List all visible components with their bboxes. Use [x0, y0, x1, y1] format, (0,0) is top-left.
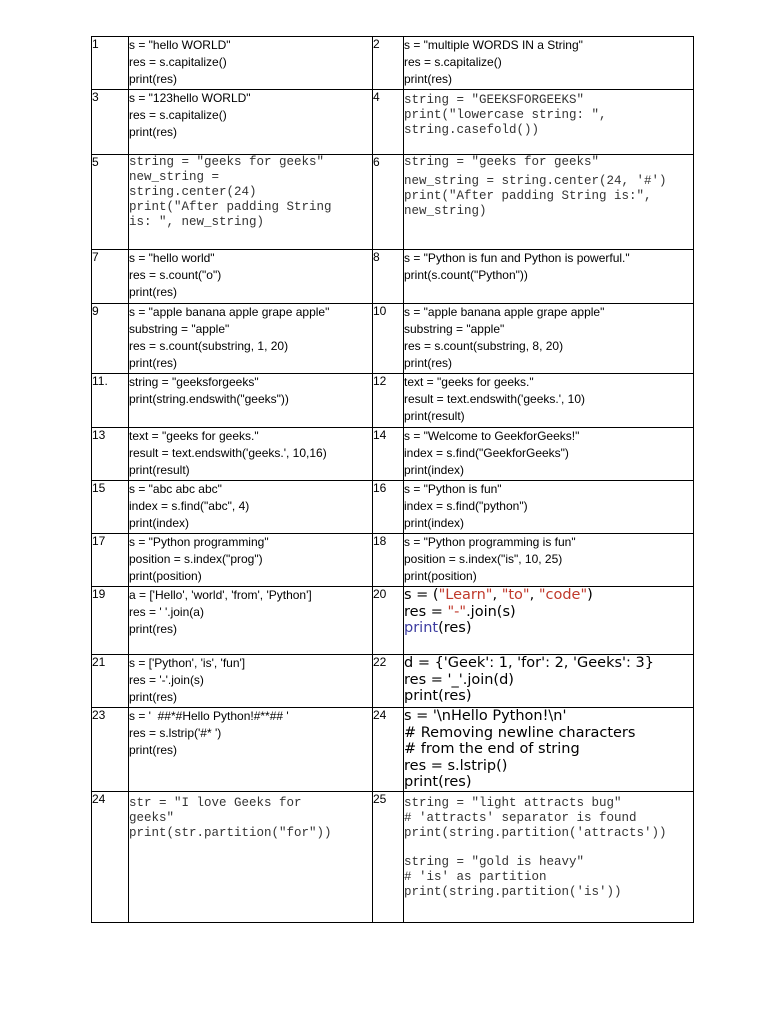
- code-line: new_string = string.center(24, '#'): [404, 174, 667, 188]
- code-cell: [404, 792, 694, 923]
- cell-number: 24: [92, 792, 129, 923]
- cell-number: 10: [373, 304, 404, 374]
- cell-number: 3: [92, 90, 129, 155]
- code-line: print("After padding String is:",: [404, 189, 652, 203]
- code-line: s = "hello WORLD": [129, 38, 231, 52]
- code-line: print(res): [129, 690, 178, 704]
- code-line: res = ' '.join(a): [129, 605, 204, 619]
- code-line: result = text.endswith('geeks.', 10,16): [129, 446, 327, 460]
- code-cell: [129, 90, 373, 155]
- code-line: print(index): [129, 516, 190, 530]
- code-cell: [404, 428, 694, 481]
- code-cell: [129, 534, 373, 587]
- cell-number: 24: [373, 708, 404, 792]
- code-line: res = '-'.join(s): [129, 673, 204, 687]
- code-cell: [404, 374, 694, 428]
- code-line: s = "multiple WORDS IN a String": [404, 38, 583, 52]
- cell-number: 1: [92, 37, 129, 90]
- code-line: string = "gold is heavy": [404, 855, 585, 869]
- code-line: index = s.find("python"): [404, 499, 528, 513]
- code-line: geeks": [129, 811, 175, 825]
- code-cell: [404, 90, 694, 155]
- code-line: string = "light attracts bug": [404, 796, 622, 810]
- code-line: print(result): [404, 409, 465, 423]
- cell-number: 13: [92, 428, 129, 481]
- cell-number: 18: [373, 534, 404, 587]
- code-line: a = ['Hello', 'world', 'from', 'Python']: [129, 588, 312, 602]
- code-line: print(result): [129, 463, 190, 477]
- code-line: print(index): [404, 463, 465, 477]
- table-row: [92, 481, 694, 534]
- table-row: [92, 155, 694, 250]
- table-row: [92, 428, 694, 481]
- code-cell: [404, 655, 694, 708]
- cell-number: 11.: [92, 374, 129, 428]
- code-line: index = s.find("GeekforGeeks"): [404, 446, 569, 460]
- cell-number: 19: [92, 587, 129, 655]
- code-line: print(res): [129, 622, 178, 636]
- code-line: text = "geeks for geeks.": [404, 375, 534, 389]
- code-line: s = "apple banana apple grape apple": [129, 305, 330, 319]
- code-line: s = "abc abc abc": [129, 482, 222, 496]
- cell-number: 12: [373, 374, 404, 428]
- code-line: print(res): [404, 688, 472, 704]
- code-line: s = '\nHello Python!\n': [404, 708, 567, 724]
- code-line: text = "geeks for geeks.": [129, 429, 259, 443]
- code-line: is: ", new_string): [129, 215, 265, 229]
- code-cell: [404, 587, 694, 655]
- cell-number: 14: [373, 428, 404, 481]
- code-cell: [129, 708, 373, 792]
- code-line: s = "Python programming is fun": [404, 535, 576, 549]
- code-cell: [129, 587, 373, 655]
- code-cell: [129, 250, 373, 304]
- cell-number: 25: [373, 792, 404, 923]
- code-cell: [129, 655, 373, 708]
- code-line: string.casefold()): [404, 123, 540, 137]
- code-line: res = s.capitalize(): [404, 55, 502, 69]
- code-line: print(str.partition("for")): [129, 826, 332, 840]
- code-cell: [404, 304, 694, 374]
- code-line: res = s.lstrip(): [404, 757, 508, 774]
- code-line: string = "geeks for geeks": [404, 155, 600, 169]
- code-line: s = "hello world": [129, 251, 215, 265]
- code-line: position = s.index("is", 10, 25): [404, 552, 563, 566]
- table-row: [92, 534, 694, 587]
- code-cell: [129, 304, 373, 374]
- code-cell: [129, 37, 373, 90]
- code-line: print(string.partition('attracts')): [404, 826, 667, 840]
- code-line: s = ['Python', 'is', 'fun']: [129, 656, 246, 670]
- code-line: print(index): [404, 516, 465, 530]
- table-row: [92, 655, 694, 708]
- code-line: res = s.lstrip('#* '): [129, 726, 222, 740]
- cell-number: 22: [373, 655, 404, 708]
- table-row: [92, 708, 694, 792]
- cell-number: 4: [373, 90, 404, 155]
- code-line: position = s.index("prog"): [129, 552, 263, 566]
- cell-number: 16: [373, 481, 404, 534]
- code-line: res = s.capitalize(): [129, 108, 227, 122]
- code-line: s = "apple banana apple grape apple": [404, 305, 605, 319]
- table-row: [92, 587, 694, 655]
- cell-number: 2: [373, 37, 404, 90]
- code-line: print(res): [129, 743, 178, 757]
- code-cell: [404, 481, 694, 534]
- code-line: index = s.find("abc", 4): [129, 499, 250, 513]
- code-line: str = "I love Geeks for: [129, 796, 302, 810]
- code-line: print(res): [404, 620, 472, 636]
- code-line: s = ' ##*#Hello Python!#**## ': [129, 709, 289, 723]
- code-line: string.center(24): [129, 185, 257, 199]
- code-line: print(position): [129, 569, 202, 583]
- table-row: [92, 304, 694, 374]
- code-cell: [129, 792, 373, 923]
- code-cell: [129, 481, 373, 534]
- table-row: [92, 792, 694, 923]
- spacer: [404, 841, 693, 855]
- code-line: print(res): [129, 125, 178, 139]
- table-row: [92, 37, 694, 90]
- cell-number: 17: [92, 534, 129, 587]
- code-line: print(position): [404, 569, 477, 583]
- code-line: print(res): [404, 72, 453, 86]
- code-line: new_string =: [129, 170, 220, 184]
- code-line: new_string): [404, 204, 487, 218]
- code-line: res = '_'.join(d): [404, 671, 514, 688]
- code-cell: [404, 37, 694, 90]
- code-line: res = s.capitalize(): [129, 55, 227, 69]
- code-line: print(string.partition('is')): [404, 885, 622, 899]
- code-line: print(string.endswith("geeks")): [129, 392, 289, 406]
- cell-number: 23: [92, 708, 129, 792]
- code-line: # 'is' as partition: [404, 870, 547, 884]
- cell-number: 7: [92, 250, 129, 304]
- code-line: string = "GEEKSFORGEEKS": [404, 93, 585, 107]
- code-cell: [404, 534, 694, 587]
- code-line: string = "geeksforgeeks": [129, 375, 259, 389]
- cell-number: 5: [92, 155, 129, 250]
- code-line: print(res): [404, 356, 453, 370]
- code-cell: [404, 250, 694, 304]
- code-line: substring = "apple": [404, 322, 505, 336]
- code-line: print(res): [129, 285, 178, 299]
- code-cell: [129, 374, 373, 428]
- code-line: substring = "apple": [129, 322, 230, 336]
- cell-number: 9: [92, 304, 129, 374]
- cell-number: 15: [92, 481, 129, 534]
- code-line: s = ("Learn", "to", "code"): [404, 587, 593, 603]
- code-cell: [129, 428, 373, 481]
- table-row: [92, 250, 694, 304]
- code-line: string = "geeks for geeks": [129, 155, 325, 169]
- code-cell: [404, 155, 694, 250]
- code-line: print(res): [404, 774, 472, 790]
- code-cell: [129, 155, 373, 250]
- code-line: print(s.count("Python")): [404, 268, 528, 282]
- code-line: res = s.count("o"): [129, 268, 222, 282]
- cell-number: 8: [373, 250, 404, 304]
- cell-number: 21: [92, 655, 129, 708]
- code-line: res = s.count(substring, 1, 20): [129, 339, 289, 353]
- code-line: print("After padding String: [129, 200, 332, 214]
- code-line: print("lowercase string: ",: [404, 108, 607, 122]
- table-row: [92, 374, 694, 428]
- code-line: s = "Python is fun and Python is powerful.": [404, 251, 630, 265]
- code-line: result = text.endswith('geeks.', 10): [404, 392, 586, 406]
- code-line: d = {'Geek': 1, 'for': 2, 'Geeks': 3}: [404, 655, 654, 671]
- cell-number: 20: [373, 587, 404, 655]
- code-line: s = "Python is fun": [404, 482, 502, 496]
- code-line: print(res): [129, 72, 178, 86]
- code-line: print(res): [129, 356, 178, 370]
- code-line: res = "-".join(s): [404, 603, 516, 620]
- table-row: [92, 90, 694, 155]
- code-line: s = "Welcome to GeekforGeeks!": [404, 429, 580, 443]
- code-line: s = "Python programming": [129, 535, 269, 549]
- code-line: res = s.count(substring, 8, 20): [404, 339, 564, 353]
- code-line: # from the end of string: [404, 741, 580, 757]
- cell-number: 6: [373, 155, 404, 250]
- code-line: # 'attracts' separator is found: [404, 811, 637, 825]
- code-cell: [404, 708, 694, 792]
- code-line: # Removing newline characters: [404, 724, 636, 741]
- code-line: s = "123hello WORLD": [129, 91, 251, 105]
- code-examples-table: [91, 36, 694, 923]
